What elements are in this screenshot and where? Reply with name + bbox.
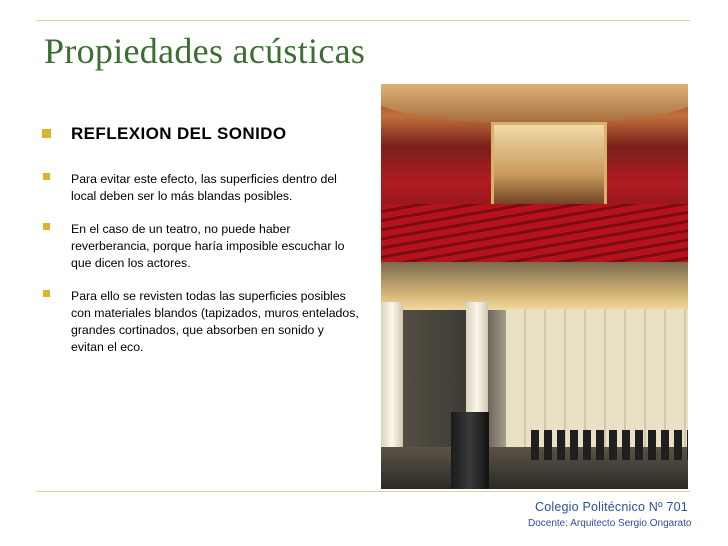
hall-ceiling bbox=[381, 262, 688, 310]
footer-school: Colegio Politécnico Nº 701 bbox=[535, 500, 688, 514]
theater-stage bbox=[491, 122, 607, 210]
square-bullet-icon bbox=[43, 223, 50, 230]
square-bullet-icon bbox=[43, 173, 50, 180]
bottom-divider bbox=[36, 491, 690, 492]
bullet-text: Para evitar este efecto, las superficies dentro del local deben ser lo más blandas posibles. bbox=[71, 172, 337, 203]
photo-collage bbox=[381, 84, 688, 489]
slide-title: Propiedades acústicas bbox=[44, 31, 366, 71]
square-bullet-icon bbox=[43, 290, 50, 297]
footer-teacher: Docente: Arquitecto Sergio Ongarato bbox=[528, 518, 692, 529]
theater-seats bbox=[381, 204, 688, 262]
hall-podium bbox=[451, 412, 489, 489]
bullet-list bbox=[40, 124, 360, 372]
bullet-text: Para ello se revisten todas las superficies posibles con materiales blandos (tapizados, muros entelados, grandes cortinados, que absorben en sonido y evitan el eco. bbox=[71, 289, 359, 354]
theater-ceiling bbox=[381, 84, 688, 124]
top-divider bbox=[36, 20, 690, 21]
bullet-item bbox=[40, 221, 360, 272]
bullet-item bbox=[40, 171, 360, 205]
bullet-text: En el caso de un teatro, no puede haber reverberancia, porque haría imposible escuchar lo que dicen los actores. bbox=[71, 222, 345, 270]
hall-chairs bbox=[531, 430, 688, 460]
hall-photo bbox=[381, 262, 688, 489]
heading-text: REFLEXION DEL SONIDO bbox=[71, 124, 287, 143]
bullet-item bbox=[40, 288, 360, 356]
theater-photo bbox=[381, 84, 688, 262]
bullet-heading bbox=[40, 124, 360, 144]
square-bullet-icon bbox=[42, 129, 51, 138]
